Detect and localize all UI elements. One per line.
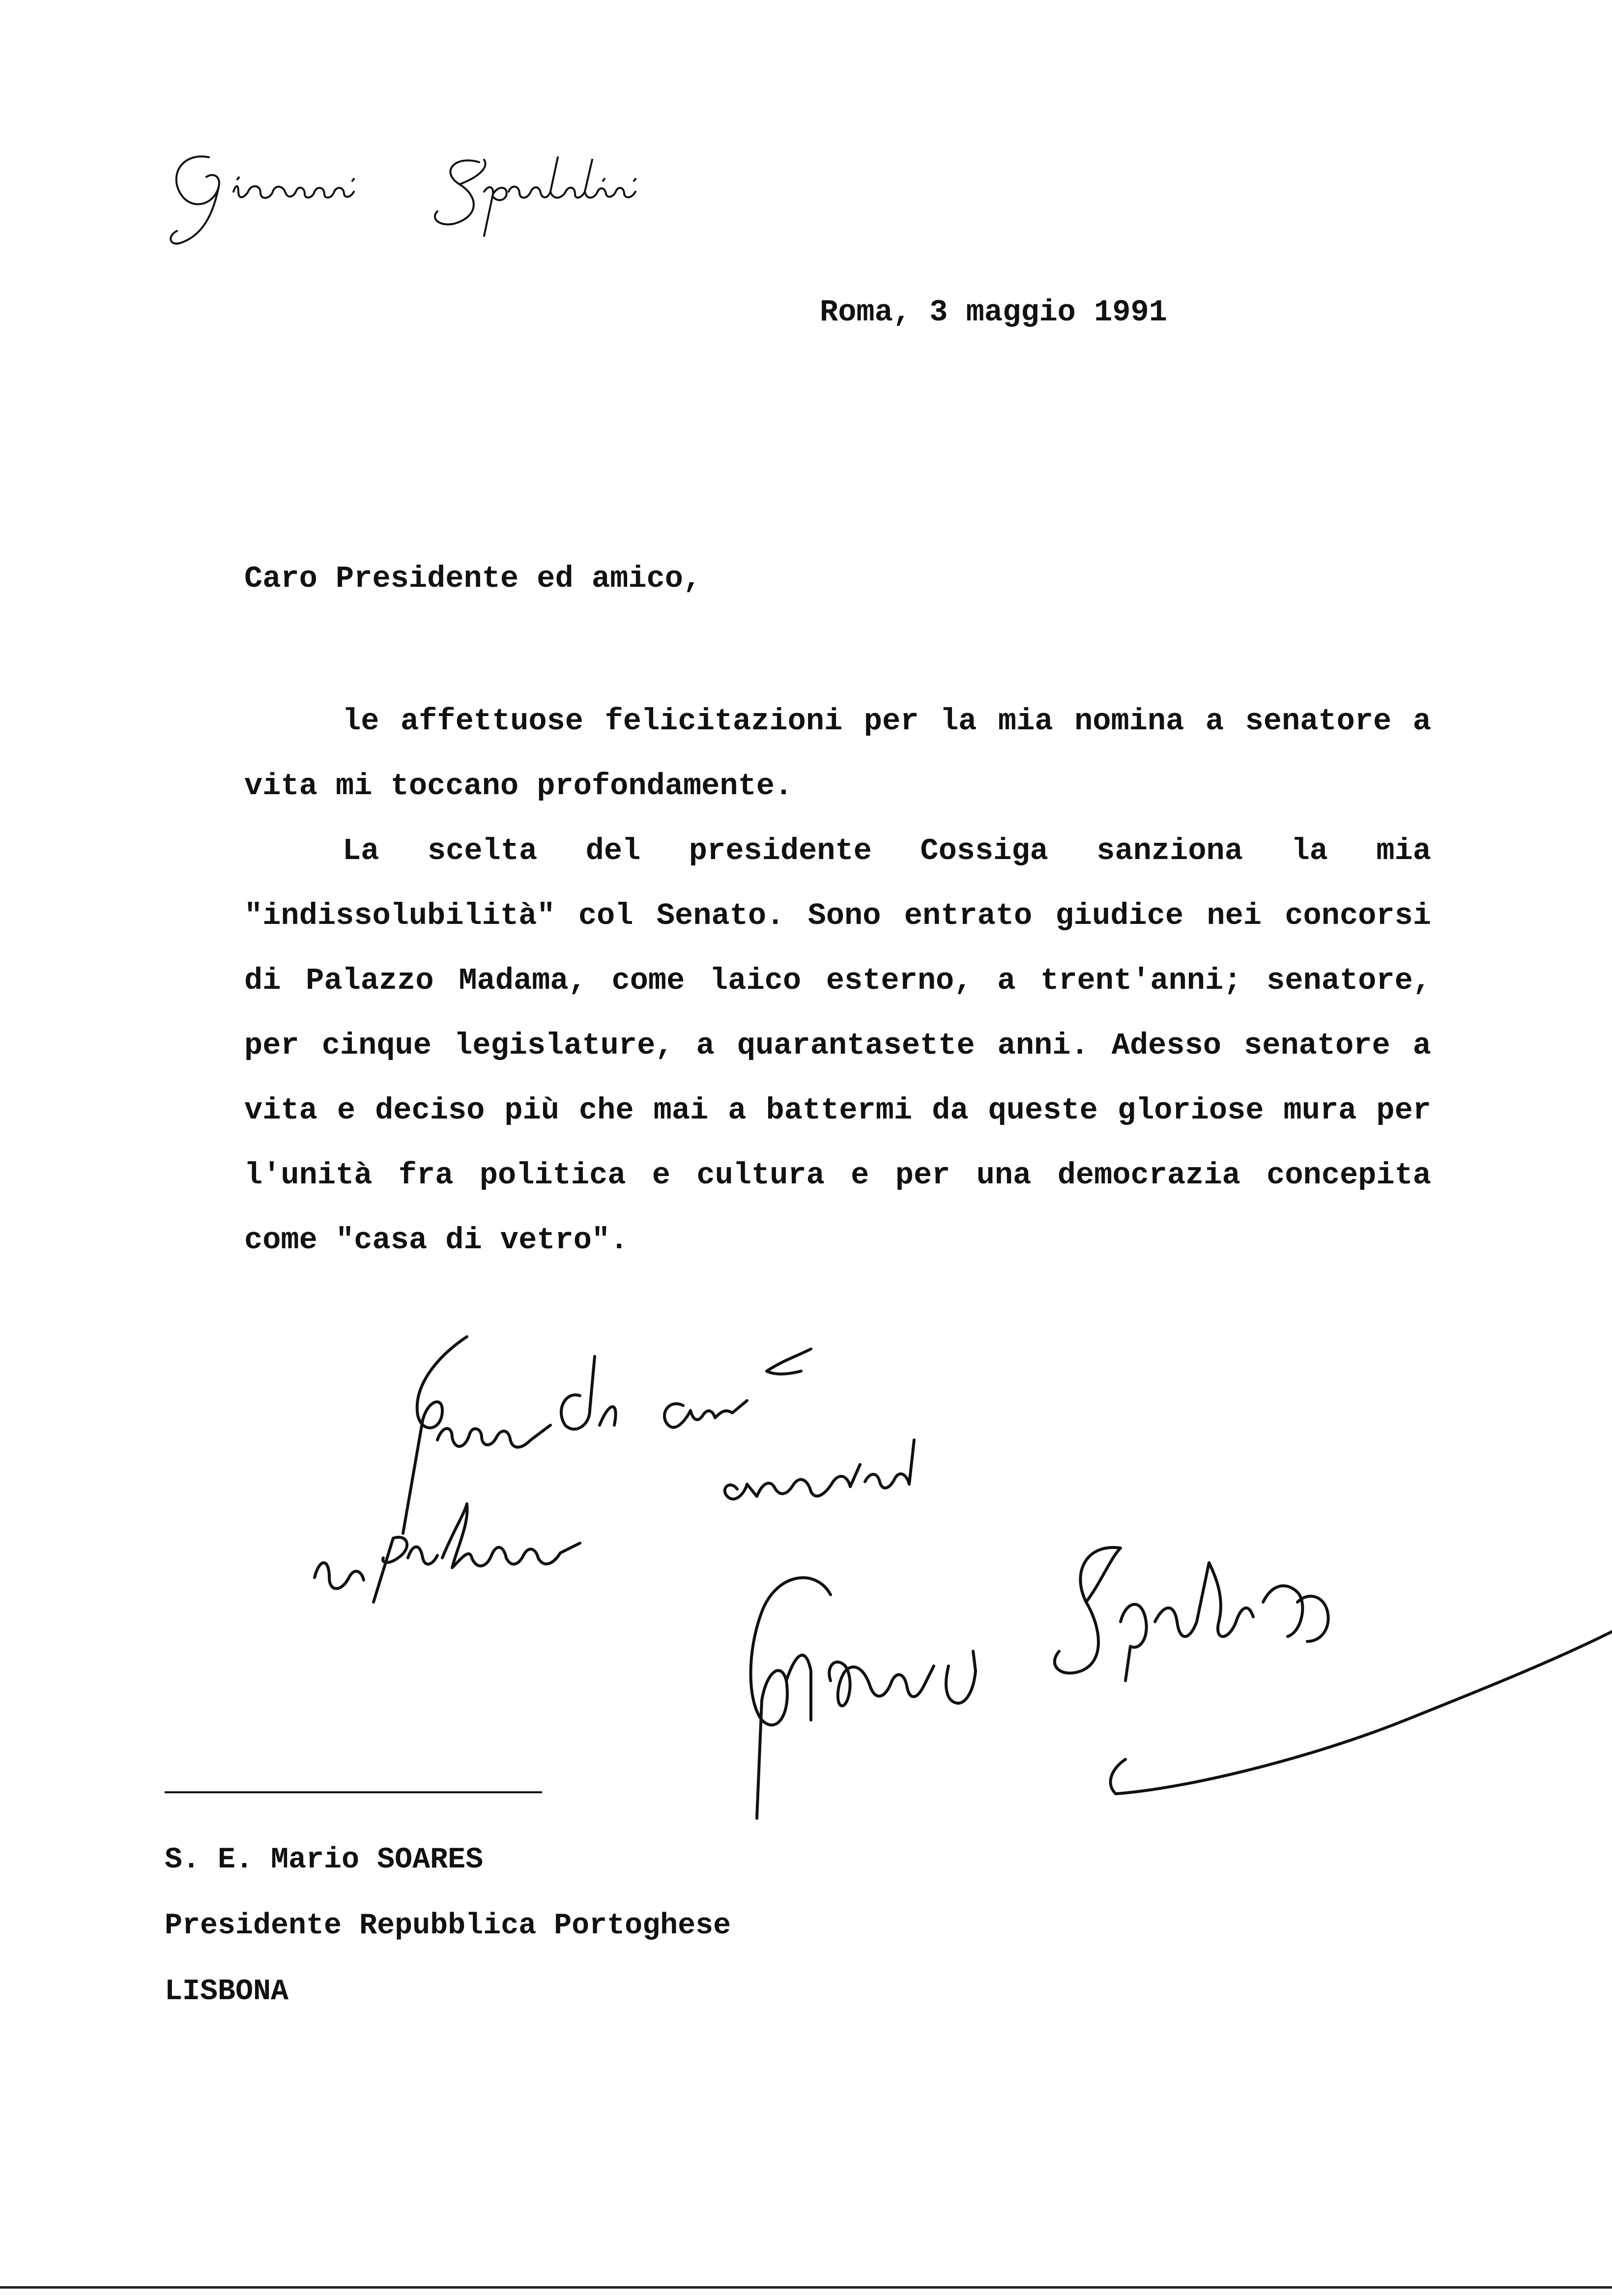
signature-divider	[165, 1791, 542, 1793]
addressee-city: LISBONA	[165, 1975, 289, 2009]
salutation: Caro Presidente ed amico,	[244, 561, 702, 596]
letter-date: Roma, 3 maggio 1991	[820, 295, 1167, 330]
addressee-title: Presidente Repubblica Portoghese	[165, 1909, 731, 1943]
addressee-block	[165, 1827, 731, 2025]
letterhead-script-name	[165, 138, 730, 251]
letter-body	[244, 689, 1431, 1273]
body-paragraph: La scelta del presidente Cossiga sanziona la mia "indissolubilità" col Senato. Sono entrato giudice nei concorsi di Palazzo Madama, come laico esterno, a trent'anni; senatore, per cinque legislature, a quarantasette anni. Adesso senatore a vita e deciso più che mai a battermi da queste gloriose mura per l'unità fra politica e cultura e per una democrazia concepita come "casa di vetro".	[244, 833, 1431, 1258]
page-bottom-edge	[0, 2286, 1612, 2289]
body-paragraph: le affettuose felicitazioni per la mia nomina a senatore a vita mi toccano profondamente.	[244, 704, 1431, 804]
handwritten-note-signature	[275, 1327, 1612, 1867]
letterhead-logo	[165, 138, 730, 251]
handwritten-signature	[275, 1327, 1612, 1867]
addressee-name: S. E. Mario SOARES	[165, 1843, 484, 1877]
